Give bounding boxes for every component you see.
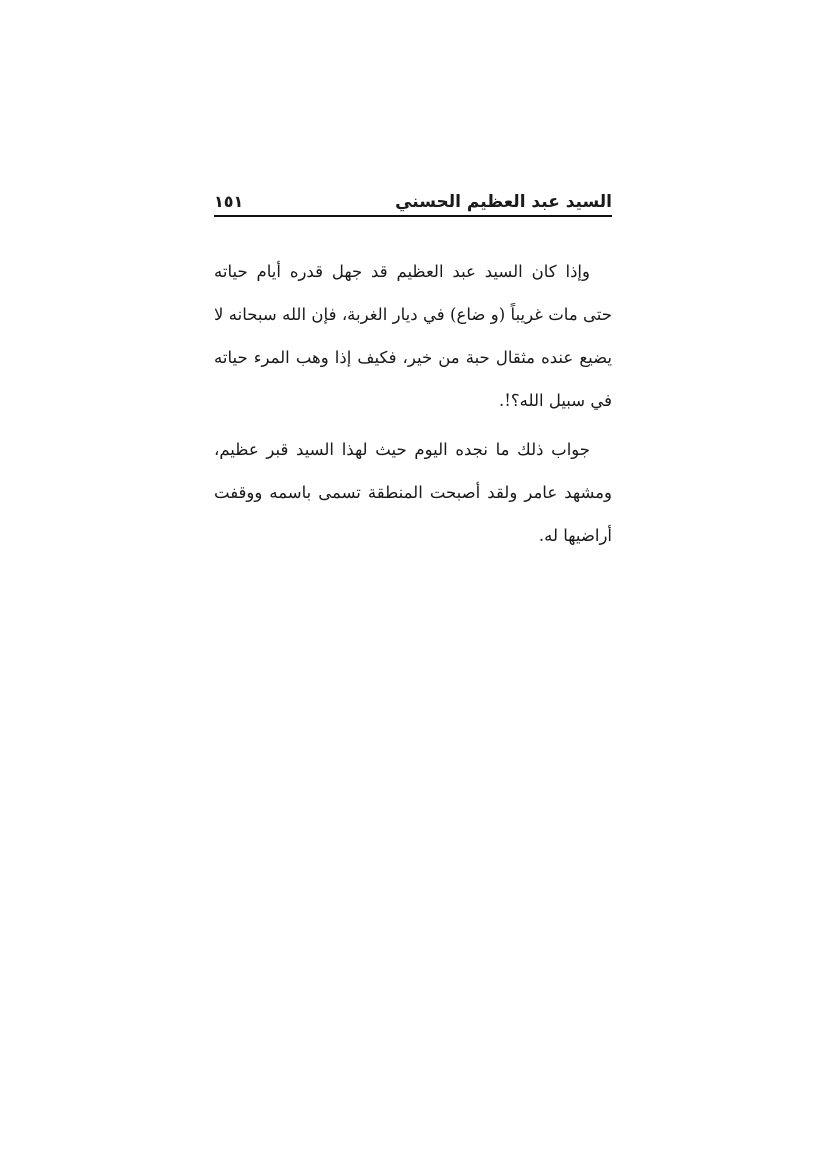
header-title: السيد عبد العظيم الحسني xyxy=(395,192,612,212)
text-line: أراضيها له. xyxy=(538,526,612,545)
text-line: وإذا كان السيد عبد العظيم قد جهل قدره أيام حياته xyxy=(214,262,590,281)
text-line: في سبيل الله؟!. xyxy=(499,391,612,410)
page-number: ١٥١ xyxy=(214,192,244,211)
text-line: حتى مات غريباً (و ضاع) في ديار الغربة، فإن الله سبحانه لا xyxy=(214,305,612,324)
body-text xyxy=(214,250,612,557)
text-line: جواب ذلك ما نجده اليوم حيث لهذا السيد قبر عظيم، xyxy=(214,440,590,459)
header-divider xyxy=(214,215,612,217)
running-header xyxy=(214,188,612,218)
paragraph-1 xyxy=(214,250,612,422)
paragraph-2 xyxy=(214,428,612,557)
text-line: ومشهد عامر ولقد أصبحت المنطقة تسمى باسمه ووقفت xyxy=(214,483,612,502)
text-line: يضيع عنده مثقال حبة من خير، فكيف إذا وهب المرء حياته xyxy=(214,348,612,367)
